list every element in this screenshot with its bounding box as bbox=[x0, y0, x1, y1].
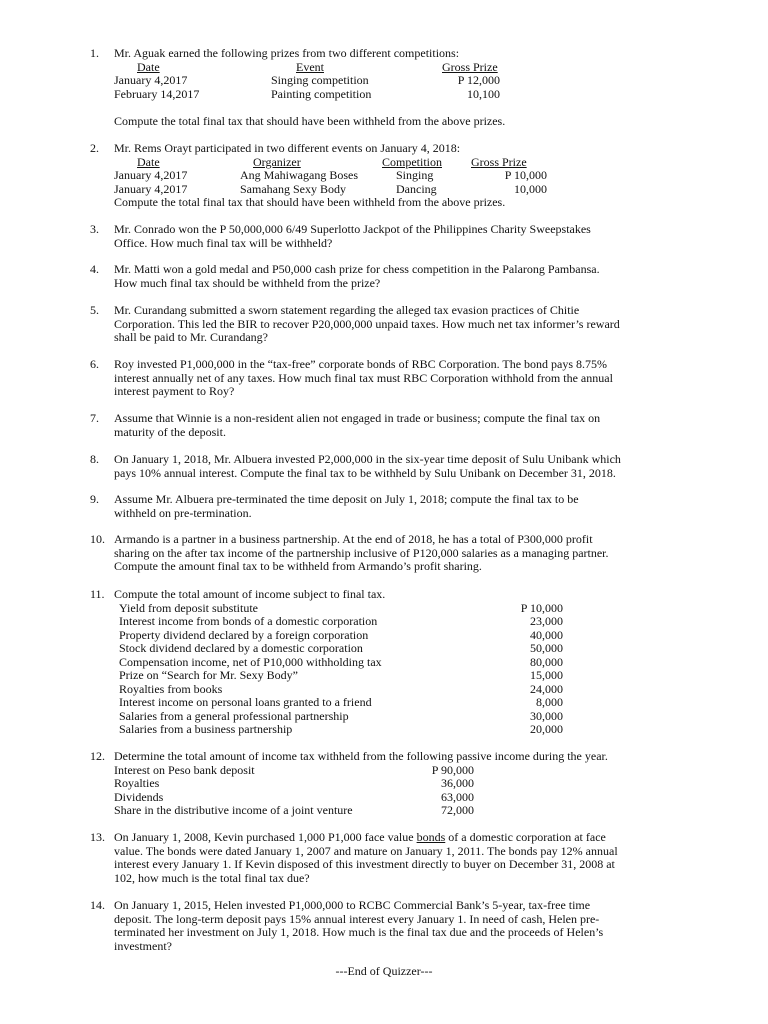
question-number: 7. bbox=[90, 411, 99, 425]
row-label: Prize on “Search for Mr. Sexy Body” bbox=[119, 668, 298, 682]
question-text-line: interest payment to Roy? bbox=[114, 384, 235, 398]
cell-date: January 4,2017 bbox=[114, 73, 188, 87]
table-row bbox=[114, 710, 680, 724]
question-number: 3. bbox=[90, 222, 99, 236]
table-row bbox=[114, 74, 680, 88]
cell-prize: P 12,000 bbox=[457, 73, 500, 87]
question-text-line: Mr. Curandang submitted a sworn statement regarding the alleged tax evasion practices of Chitie bbox=[114, 303, 580, 317]
header-competition: Competition bbox=[382, 154, 442, 169]
question-number: 1. bbox=[90, 46, 99, 60]
row-label: Royalties from books bbox=[119, 681, 223, 696]
table-row bbox=[114, 764, 680, 778]
question-text-line: Assume Mr. Albuera pre-terminated the time deposit on July 1, 2018; compute the final tax to be bbox=[114, 492, 579, 506]
question-text-line: Corporation. This led the BIR to recover P20,000,000 unpaid taxes. How much net tax informer’s reward bbox=[114, 316, 620, 331]
question-text: Compute the total final tax that should have been withheld from the above prizes. bbox=[114, 113, 506, 128]
row-label: Royalties bbox=[114, 776, 160, 790]
question-text-line: sharing on the after tax income of the partnership inclusive of P120,000 salaries as a managing partner. bbox=[114, 545, 609, 560]
question-text-line: shall be paid to Mr. Curandang? bbox=[114, 330, 268, 344]
passive-income-table bbox=[114, 764, 680, 818]
text-segment: of a domestic corporation at face bbox=[445, 830, 606, 844]
income-table bbox=[114, 602, 680, 737]
question-text-line bbox=[114, 831, 680, 845]
question-text-line: How much final tax should be withheld from the prize? bbox=[114, 275, 381, 290]
text-segment: On January 1, 2008, Kevin purchased 1,000 P1,000 face value bbox=[114, 830, 417, 844]
question-text-line: pays 10% annual interest. Compute the final tax to be withheld by Sulu Unibank on December 31, 2018. bbox=[114, 465, 616, 480]
cell-competition: Dancing bbox=[396, 181, 437, 196]
row-amount: 30,000 bbox=[530, 708, 563, 723]
row-amount: 23,000 bbox=[530, 614, 563, 628]
cell-organizer: Ang Mahiwagang Boses bbox=[240, 168, 358, 182]
cell-prize: P 10,000 bbox=[504, 168, 547, 182]
table-row bbox=[114, 804, 680, 818]
question-number: 13. bbox=[90, 830, 105, 844]
question-text-line: On January 1, 2015, Helen invested P1,000,000 to RCBC Commercial Bank’s 5-year, tax-free time bbox=[114, 898, 591, 912]
question-text-line: Mr. Conrado won the P 50,000,000 6/49 Superlotto Jackpot of the Philippines Charity Sweepstakes bbox=[114, 222, 591, 236]
row-label: Share in the distributive income of a joint venture bbox=[114, 803, 353, 817]
cell-event: Painting competition bbox=[271, 86, 372, 101]
underlined-bonds: bonds bbox=[416, 830, 446, 844]
question-number: 6. bbox=[90, 357, 99, 371]
header-date: Date bbox=[137, 154, 160, 169]
table-row bbox=[114, 791, 680, 805]
cell-date: January 4,2017 bbox=[114, 168, 188, 182]
header-event: Event bbox=[296, 59, 324, 74]
row-amount: 20,000 bbox=[530, 722, 563, 736]
question-number: 10. bbox=[90, 532, 105, 546]
row-amount: 63,000 bbox=[441, 789, 474, 804]
row-amount: 72,000 bbox=[441, 803, 474, 817]
row-label: Salaries from a business partnership bbox=[119, 722, 293, 736]
question-text-line: value. The bonds were dated January 1, 2007 and mature on January 1, 2011. The bonds pay 12% annual bbox=[114, 843, 618, 858]
table-row bbox=[114, 615, 680, 629]
question-intro: Determine the total amount of income tax withheld from the following passive income during the year. bbox=[114, 749, 608, 763]
row-amount: 40,000 bbox=[530, 627, 563, 642]
table-row bbox=[114, 723, 680, 737]
table-row bbox=[114, 683, 680, 697]
question-text-line: investment? bbox=[114, 938, 172, 953]
question-text: Compute the total final tax that should have been withheld from the above prizes. bbox=[114, 195, 506, 209]
row-label: Stock dividend declared by a domestic corporation bbox=[119, 641, 363, 655]
table-row bbox=[114, 629, 680, 643]
cell-event: Singing competition bbox=[271, 73, 369, 87]
cell-prize: 10,000 bbox=[514, 181, 547, 196]
table-row bbox=[114, 669, 680, 683]
row-label: Interest income on personal loans granted to a friend bbox=[119, 695, 372, 709]
header-gross-prize: Gross Prize bbox=[471, 154, 527, 169]
table-header bbox=[114, 156, 680, 170]
question-number: 4. bbox=[90, 262, 99, 276]
question-text-line: interest every January 1. If Kevin disposed of this investment directly to buyer on December 31, 2008 at bbox=[114, 857, 615, 871]
row-amount: P 90,000 bbox=[431, 762, 474, 777]
row-amount: 8,000 bbox=[536, 695, 563, 709]
question-text-line: On January 1, 2018, Mr. Albuera invested P2,000,000 in the six-year time deposit of Sulu Unibank which bbox=[114, 452, 621, 466]
row-label: Yield from deposit substitute bbox=[119, 600, 258, 615]
row-label: Dividends bbox=[114, 789, 164, 804]
question-text-line: terminated her investment on July 1, 2018. How much is the final tax due and the proceeds of Helen’s bbox=[114, 925, 604, 939]
row-amount: 80,000 bbox=[530, 654, 563, 669]
row-label: Interest on Peso bank deposit bbox=[114, 762, 255, 777]
row-label: Salaries from a general professional partnership bbox=[119, 708, 349, 723]
question-text-line: Office. How much final tax will be withheld? bbox=[114, 235, 333, 250]
question-text-line: interest annually net of any taxes. How much final tax must RBC Corporation withhold from the annual bbox=[114, 370, 613, 385]
question-text-line: Roy invested P1,000,000 in the “tax-free” corporate bonds of RBC Corporation. The bond pays 8.75% bbox=[114, 357, 608, 371]
question-text-line: Armando is a partner in a business partnership. At the end of 2018, he has a total of P300,000 profit bbox=[114, 532, 593, 546]
table-row bbox=[114, 602, 680, 616]
question-text-line: Assume that Winnie is a non-resident alien not engaged in trade or business; compute the final tax on bbox=[114, 411, 601, 425]
row-label: Property dividend declared by a foreign corporation bbox=[119, 627, 369, 642]
end-of-quizzer: ---End of Quizzer--- bbox=[335, 964, 433, 978]
header-organizer: Organizer bbox=[253, 154, 301, 169]
table-row bbox=[114, 88, 680, 102]
question-number: 9. bbox=[90, 492, 99, 506]
row-amount: 50,000 bbox=[530, 641, 563, 655]
header-gross-prize: Gross Prize bbox=[442, 59, 498, 74]
question-intro: Compute the total amount of income subject to final tax. bbox=[114, 587, 386, 601]
table-row bbox=[114, 642, 680, 656]
question-number: 12. bbox=[90, 749, 105, 763]
header-date: Date bbox=[137, 59, 160, 74]
row-amount: 36,000 bbox=[441, 776, 474, 790]
question-intro: Mr. Rems Orayt participated in two different events on January 4, 2018: bbox=[114, 141, 461, 155]
cell-date: January 4,2017 bbox=[114, 181, 188, 196]
question-text-line: Compute the amount final tax to be withheld from Armando’s profit sharing. bbox=[114, 559, 482, 573]
question-number: 5. bbox=[90, 303, 99, 317]
cell-competition: Singing bbox=[396, 168, 434, 182]
question-intro: Mr. Aguak earned the following prizes from two different competitions: bbox=[114, 46, 460, 60]
table-row bbox=[114, 169, 680, 183]
row-label: Compensation income, net of P10,000 withholding tax bbox=[119, 654, 382, 669]
question-text-line: deposit. The long-term deposit pays 15% annual interest every January 1. In need of cash, Helen pre- bbox=[114, 911, 600, 926]
table-row bbox=[114, 183, 680, 197]
row-label: Interest income from bonds of a domestic corporation bbox=[119, 614, 378, 628]
question-number: 14. bbox=[90, 898, 105, 912]
table-row bbox=[114, 656, 680, 670]
row-amount: P 10,000 bbox=[520, 600, 563, 615]
question-text-line: withheld on pre-termination. bbox=[114, 505, 252, 520]
cell-prize: 10,100 bbox=[467, 86, 500, 101]
question-text-line: 102, how much is the total final tax due? bbox=[114, 870, 310, 885]
table-row bbox=[114, 696, 680, 710]
row-amount: 24,000 bbox=[530, 681, 563, 696]
cell-organizer: Samahang Sexy Body bbox=[240, 181, 346, 196]
question-text-line: Mr. Matti won a gold medal and P50,000 cash prize for chess competition in the Palarong Pambansa. bbox=[114, 262, 600, 276]
row-amount: 15,000 bbox=[530, 668, 563, 682]
table-header bbox=[114, 61, 680, 75]
question-number: 2. bbox=[90, 141, 99, 155]
table-row bbox=[114, 777, 680, 791]
question-number: 8. bbox=[90, 452, 99, 466]
question-text-line: maturity of the deposit. bbox=[114, 424, 226, 439]
question-number: 11. bbox=[90, 587, 105, 601]
cell-date: February 14,2017 bbox=[114, 86, 200, 101]
